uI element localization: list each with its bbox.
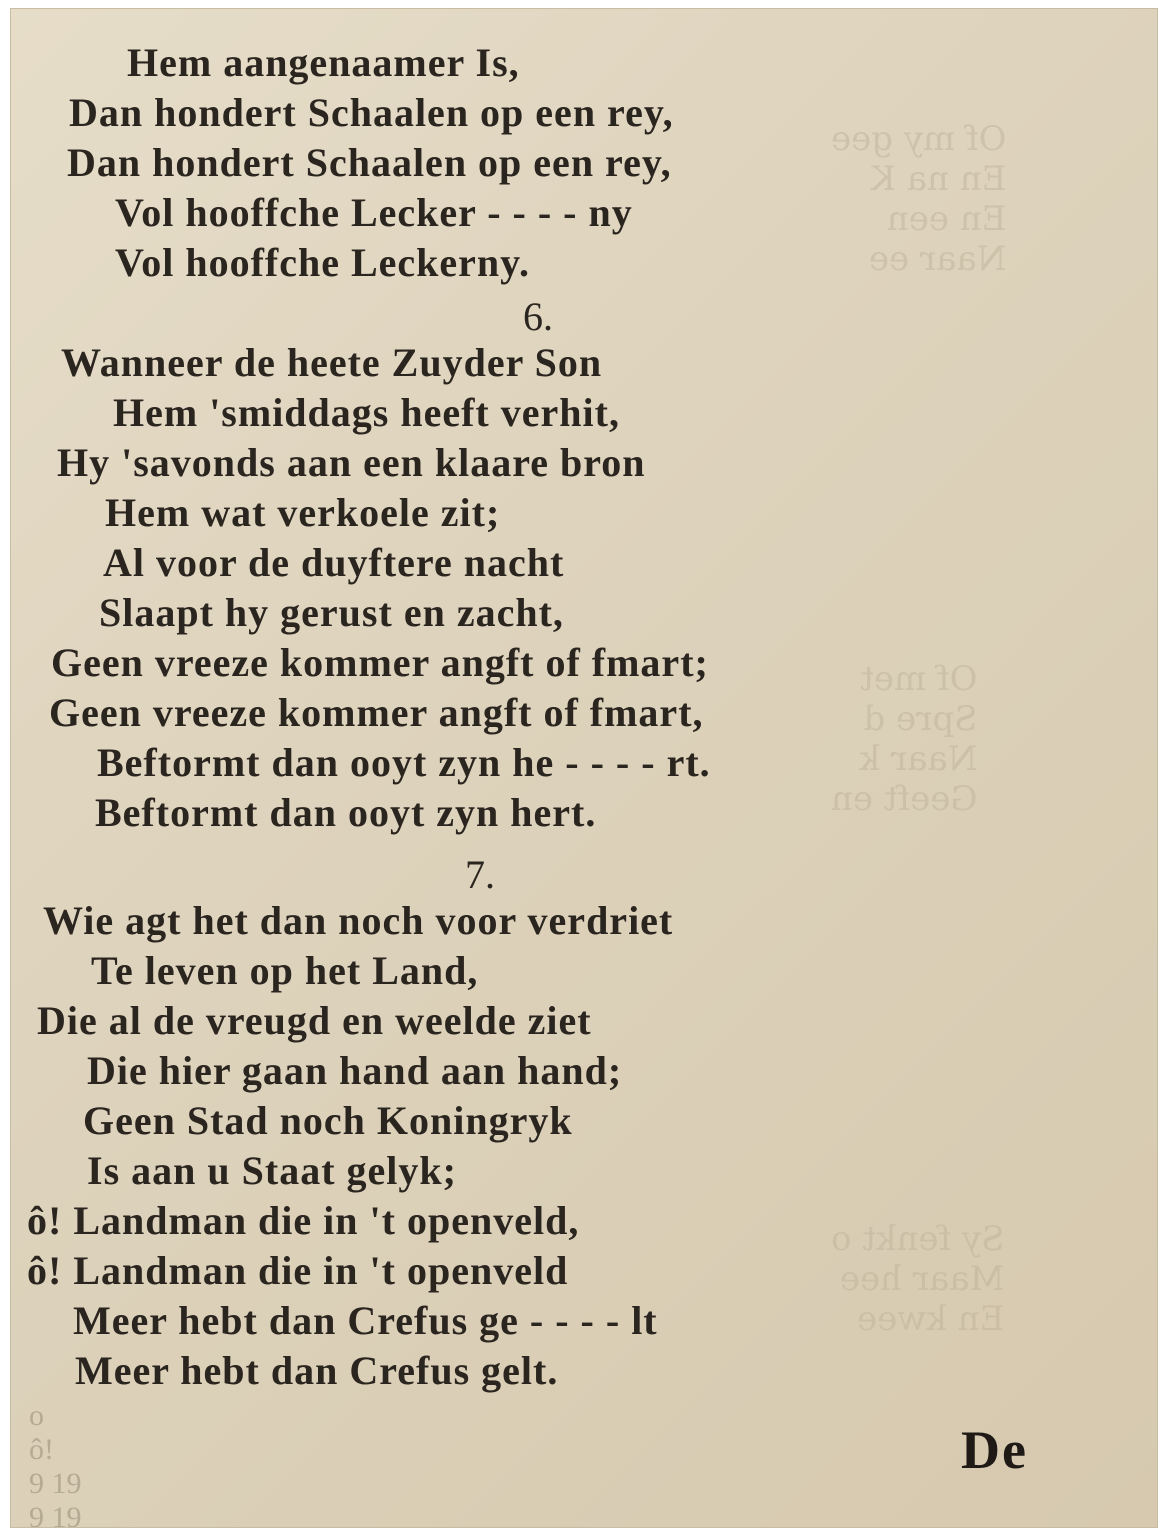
verse-line: Slaapt hy gerust en zacht, xyxy=(99,590,564,635)
verse-line: Wie agt het dan noch voor verdriet xyxy=(43,898,674,943)
show-through-text: Of my gee En na K En een Naar ee xyxy=(831,119,1007,279)
verse-line: Hem 'smiddags heeft verhit, xyxy=(113,390,620,435)
show-through-text: Of met Spre d Naar k Geeft en xyxy=(831,659,978,819)
verse-line: Al voor de duyftere nacht xyxy=(103,540,565,585)
verse-line: ô! Landman die in 't openveld xyxy=(27,1248,569,1293)
stanza-number: 7. xyxy=(465,852,495,897)
verse-line: Te leven op het Land, xyxy=(91,948,479,993)
verse-line: Geen vreeze kommer angft of fmart, xyxy=(49,690,704,735)
book-page xyxy=(10,8,1158,1528)
verse-line: Vol hooffche Leckerny. xyxy=(115,240,530,285)
margin-bleed-marks: o ô! 9 19 9 19 xyxy=(29,1399,82,1528)
verse-line: Dan hondert Schaalen op een rey, xyxy=(69,90,674,135)
verse-line: Hem wat verkoele zit; xyxy=(105,490,501,535)
stanza-number: 6. xyxy=(523,294,553,339)
verse-line: Beftormt dan ooyt zyn hert. xyxy=(95,790,597,835)
verse-line: Geen vreeze kommer angft of fmart; xyxy=(51,640,709,685)
verse-line: Meer hebt dan Crefus gelt. xyxy=(75,1348,559,1393)
verse-line: Hy 'savonds aan een klaare bron xyxy=(57,440,646,485)
verse-line: Meer hebt dan Crefus ge - - - - lt xyxy=(73,1298,658,1343)
verse-line: ô! Landman die in 't openveld, xyxy=(27,1198,580,1243)
verse-line: Hem aangenaamer Is, xyxy=(127,40,520,85)
verse-line: Die al de vreugd en weelde ziet xyxy=(37,998,592,1043)
verse-line: Geen Stad noch Koningryk xyxy=(83,1098,573,1143)
show-through-text: Sy fenkt o Maar hee En kwee xyxy=(831,1219,1005,1339)
catchword: De xyxy=(961,1420,1028,1480)
verse-line: Wanneer de heete Zuyder Son xyxy=(61,340,603,385)
verse-line: Is aan u Staat gelyk; xyxy=(87,1148,457,1193)
verse-line: Vol hooffche Lecker - - - - ny xyxy=(115,190,633,235)
verse-line: Die hier gaan hand aan hand; xyxy=(87,1048,623,1093)
verse-line: Beftormt dan ooyt zyn he - - - - rt. xyxy=(97,740,711,785)
verse-line: Dan hondert Schaalen op een rey, xyxy=(67,140,672,185)
